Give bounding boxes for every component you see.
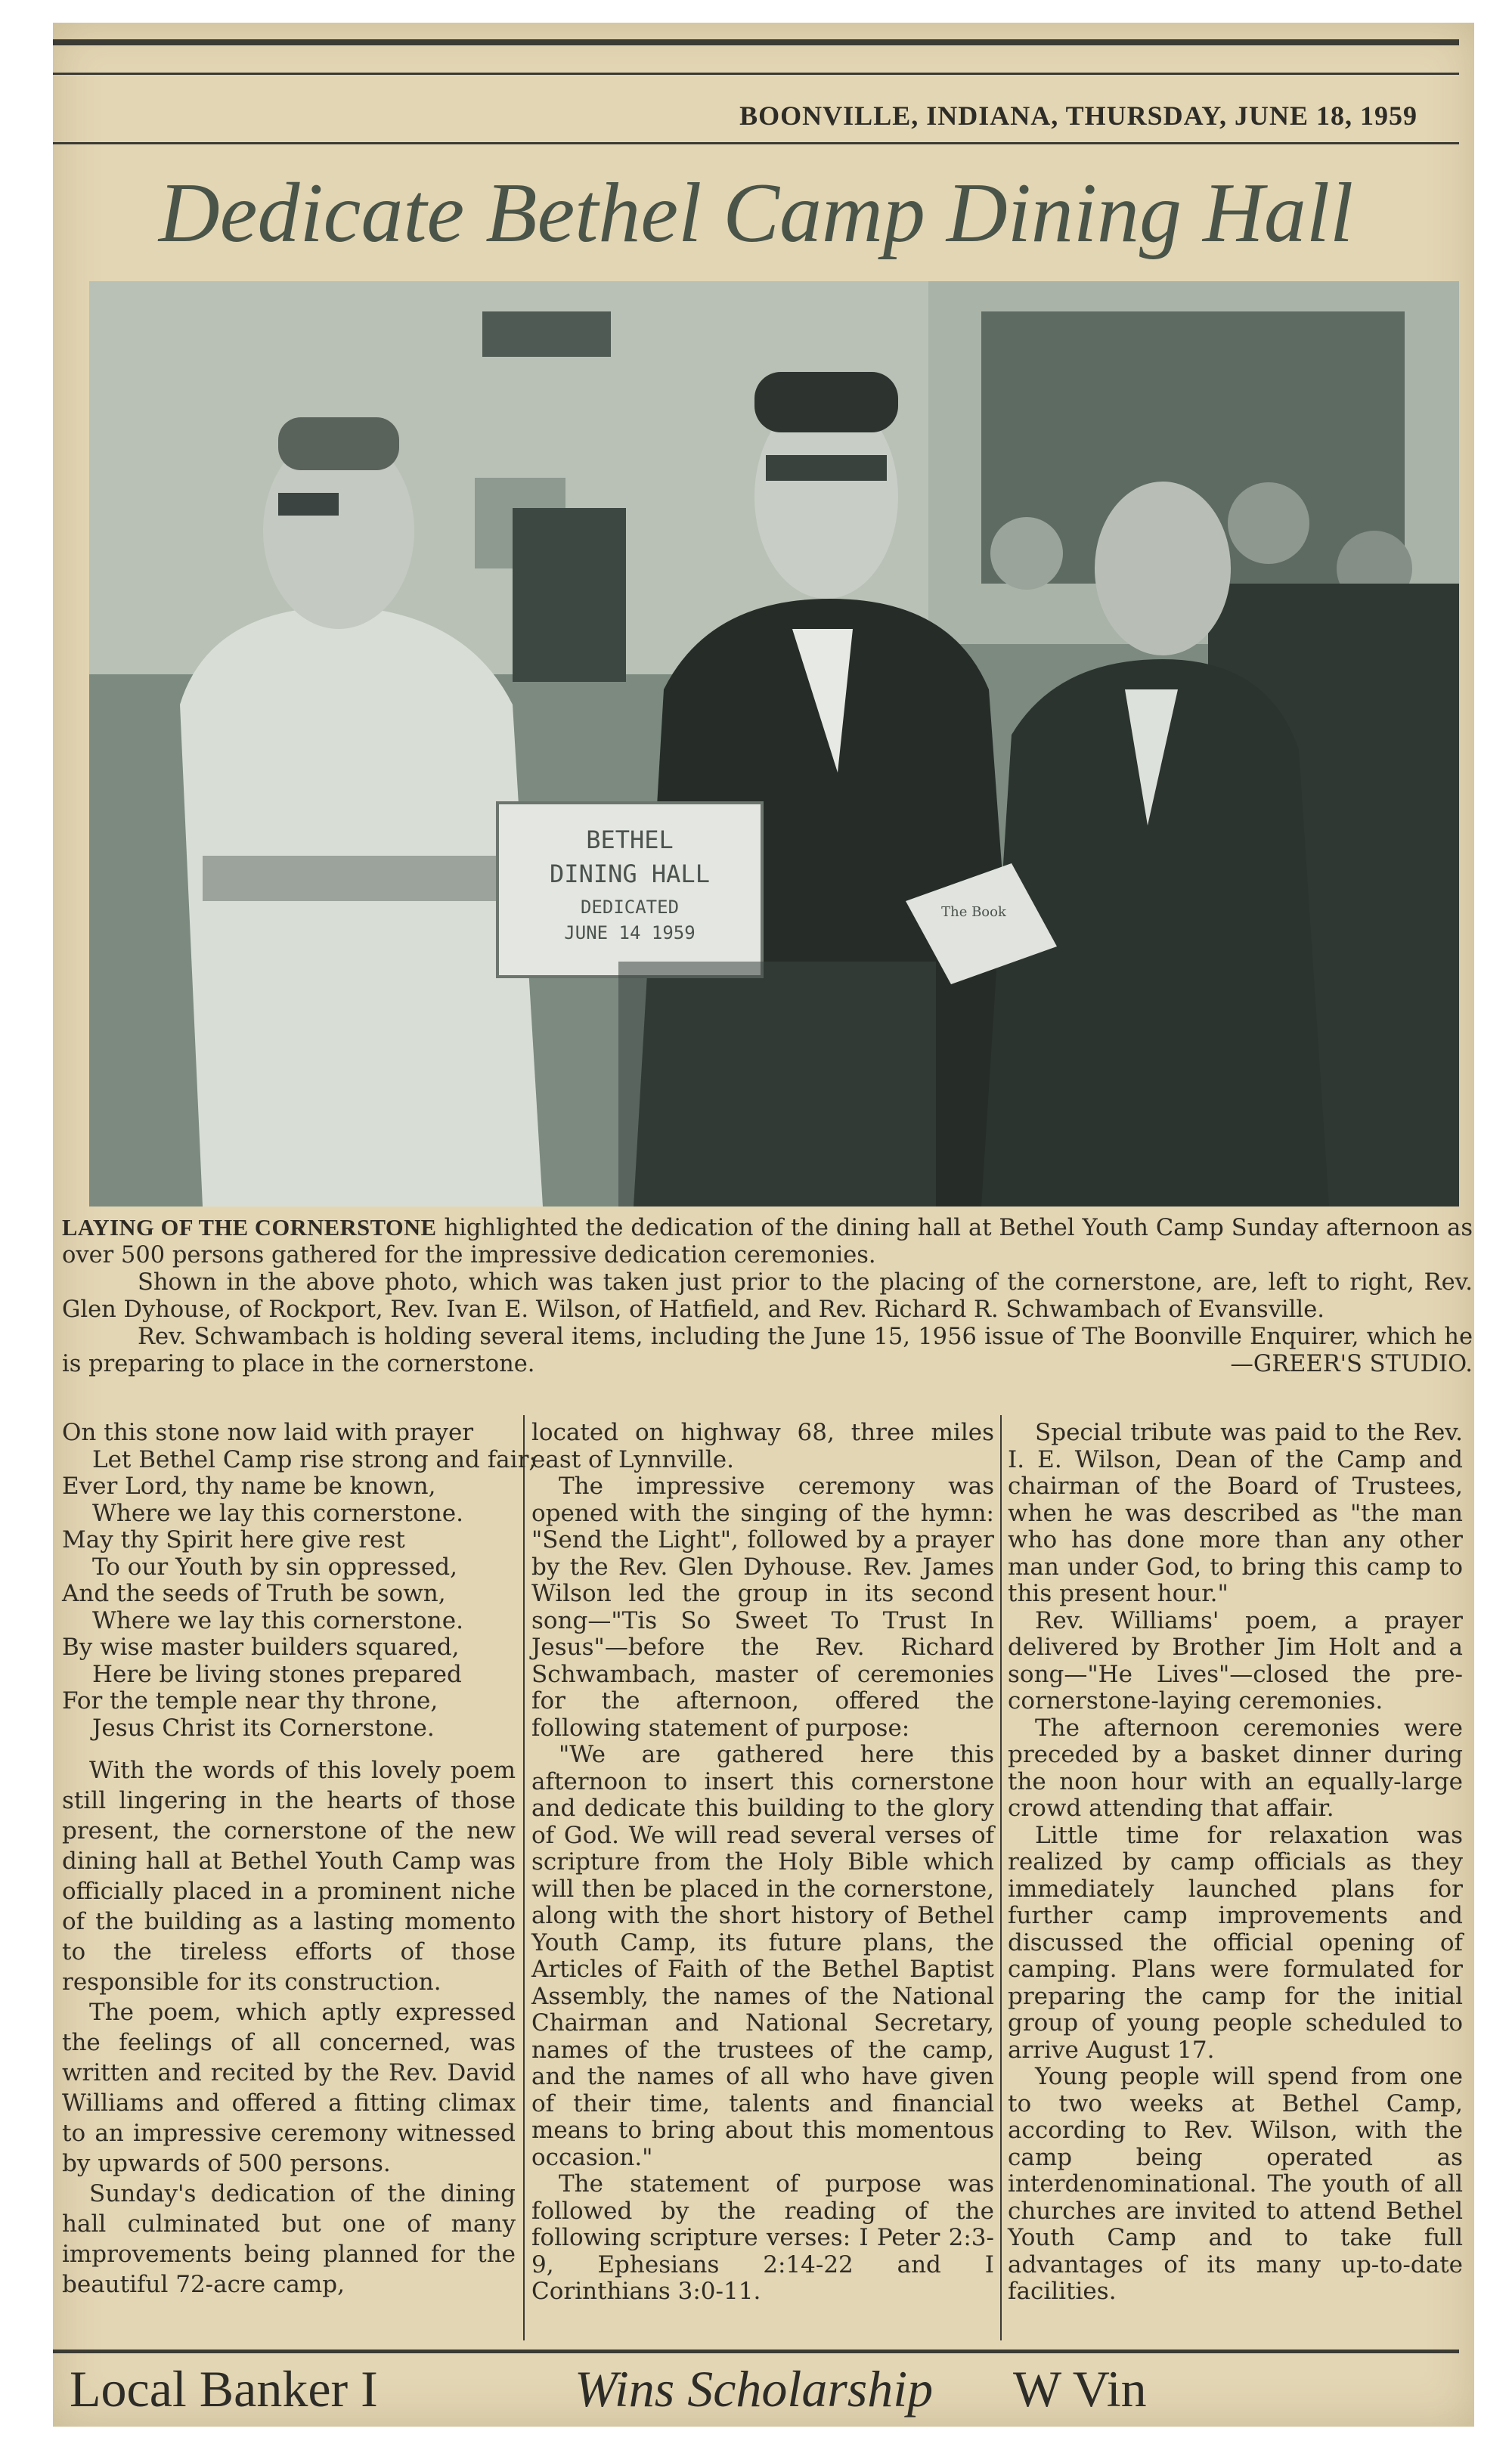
poem-line: On this stone now laid with prayer [62,1419,474,1446]
col3-paragraph-4: Little time for relaxation was realized by camp officials as they immediately launched plans for further camp improvements and discussed the official opening of camping. Plans were formulated for preparing the camp for the initial group of young people scheduled to arrive August 17. [1008,1821,1463,2064]
next-headline-3: W Vin [1013,2360,1147,2418]
box-line-2: DINING HALL [550,860,710,888]
poem-line: Let Bethel Camp rise strong and fair; [92,1445,537,1473]
poem-line: Where we lay this cornerstone. [92,1499,463,1527]
box-line-4: JUNE 14 1959 [564,922,696,943]
box-line-1: BETHEL [586,826,674,854]
article-column-3 [1008,1420,1463,2306]
cornerstone-photo [89,281,1459,1207]
bottom-rule [53,2350,1459,2353]
next-headline-1: Local Banker I [70,2360,378,2418]
poem-line: By wise master builders squared, [62,1634,460,1661]
col2-paragraph-2: "We are gathered here this afternoon to insert this cornerstone and dedicate this building to the glory of God. We will read several verses of scripture from the Holy Bible which will then be placed in the cornerstone, along with the short history of Bethel Youth Camp, its future plans, the Articles of Faith of the Bethel Baptist Assembly, the names of the National Chairman and National Secretary, names of the trustees of the camp, and the names of all who have given of their time, talents and financial means to bring about this momentous occasion." [531,1741,994,2171]
col2-paragraph-3: The statement of purpose was followed by the reading of the following scripture verses: I Peter 2:3-9, Ephesians 2:14-22 and I Corinthians 3:0-11. [531,2170,994,2305]
poem-line: Where we lay this cornerstone. [92,1606,463,1634]
poem-line: May thy Spirit here give rest [62,1526,405,1553]
headline: Dedicate Bethel Camp Dining Hall [158,166,1354,260]
book-text: The Book [941,904,1006,920]
col1-paragraph-1: With the words of this lovely poem still lingering in the hearts of those present, the cornerstone of the new dining hall at Bethel Youth Camp was officially placed in a prominent niche of the building as a lasting momento to the tireless efforts of those responsible for its construction. [62,1757,516,1996]
article-column-2 [531,1420,994,2306]
poem-line: For the temple near thy throne, [62,1687,438,1715]
column-divider-2 [1000,1415,1002,2340]
col3-paragraph-1: Special tribute was paid to the Rev. I. E. Wilson, Dean of the Camp and chairman of the Board of Trustees, when he was described as "the man who has done more than any other man under God, to bring this camp to this present hour." [1008,1419,1463,1607]
col3-paragraph-2: Rev. Williams' poem, a prayer delivered by Brother Jim Holt and a song—"He Lives"—closed the pre-cornerstone-laying ceremonies. [1008,1606,1463,1715]
poem-line: And the seeds of Truth be sown, [62,1580,446,1607]
dedication-poem [62,1419,537,1742]
article-column-1 [62,1419,537,2300]
dateline-rule [53,142,1459,144]
next-headline-2: Wins Scholarship [575,2360,934,2418]
box-line-3: DEDICATED [580,897,680,918]
caption-lead: LAYING OF THE CORNERSTONE [62,1215,437,1241]
photo-caption [62,1214,1473,1378]
col3-paragraph-3: The afternoon ceremonies were preceded by a basket dinner during the noon hour with an equally-large crowd attending that affair. [1008,1714,1463,1822]
col2-paragraph-0: located on highway 68, three miles east of Lynnville. [531,1419,994,1473]
col1-paragraph-2: The poem, which aptly expressed the feelings of all concerned, was written and recited by the Rev. David Williams and offered a fitting climax to an impressive ceremony witnessed by upwards of 500 persons. [62,1999,516,2177]
poem-line: To our Youth by sin oppressed, [92,1553,457,1581]
column-divider-1 [523,1415,525,2340]
col2-paragraph-1: The impressive ceremony was opened with the singing of the hymn: "Send the Light", followed by a prayer by the Rev. Glen Dyhouse. Rev. James Wilson led the group in its second song—"Tis So Sweet To Trust In Jesus"—before the Rev. Richard Schwambach, master of ceremonies for the afternoon, offered the following statement of purpose: [531,1473,994,1742]
poem-line: Jesus Christ its Cornerstone. [92,1714,435,1742]
poem-line: Ever Lord, thy name be known, [62,1473,436,1500]
top-rule [53,39,1459,45]
caption-p1: highlighted the dedication of the dining hall at Bethel Youth Camp Sunday afternoon as over 500 persons gathered for the impressive dedication ceremonies. [62,1215,1473,1268]
dateline: BOONVILLE, INDIANA, THURSDAY, JUNE 18, 1959 [739,101,1418,131]
col1-paragraph-3: Sunday's dedication of the dining hall culminated but one of many improvements being planned for the beautiful 72-acre camp, [62,2180,516,2298]
col3-paragraph-5: Young people will spend from one to two weeks at Bethel Camp, according to Rev. Wilson, with the camp being operated as interdenominational. The youth of all churches are invited to attend Bethel Youth Camp and to take full advantages of its many up-to-date facilities. [1008,2063,1463,2305]
photo-credit: —GREER'S STUDIO. [1230,1351,1473,1377]
photo-illustration [89,281,1459,1207]
poem-line: Here be living stones prepared [92,1660,462,1688]
caption-p2: Shown in the above photo, which was taken just prior to the placing of the cornerstone, are, left to right, Rev. Glen Dyhouse, of Rockport, Rev. Ivan E. Wilson, of Hatfield, and Rev. Richard R. Schwambach of Evansville. [62,1269,1473,1323]
top-rule-thin [53,73,1459,75]
caption-p3: Rev. Schwambach is holding several items, including the June 15, 1956 issue of The Boonville Enquirer, which he is preparing to place in the cornerstone. [62,1324,1473,1377]
